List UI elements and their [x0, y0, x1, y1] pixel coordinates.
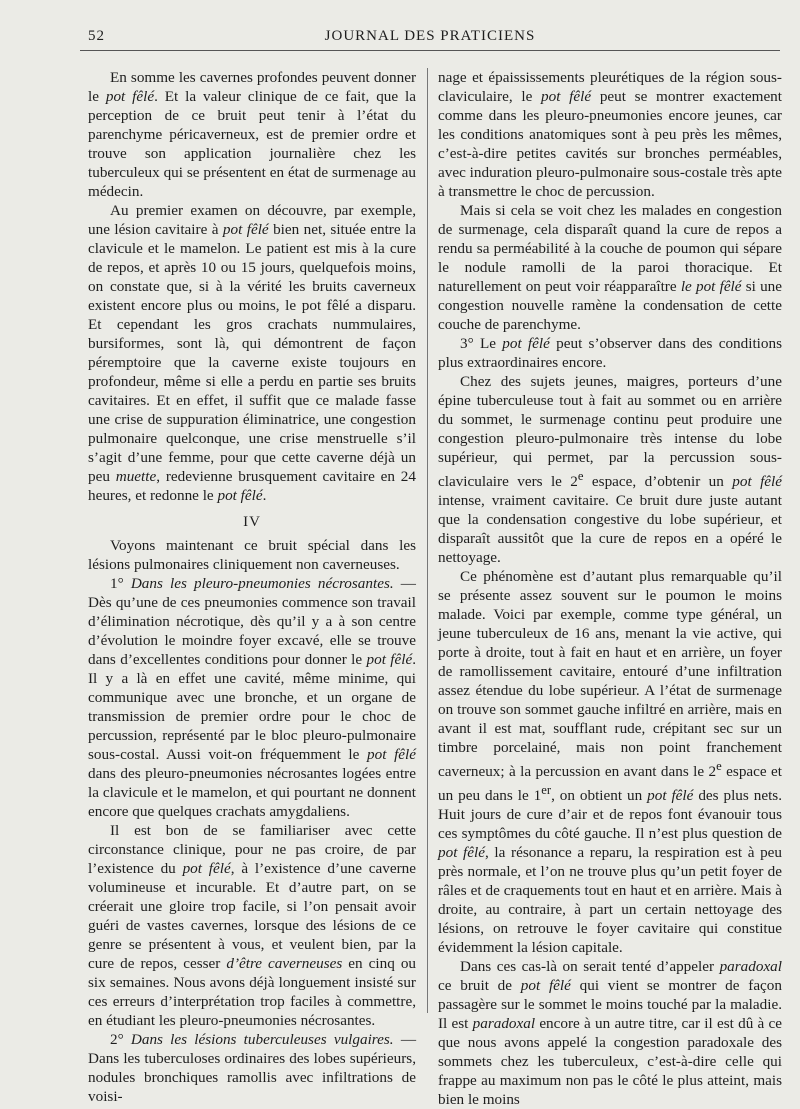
text-run: peut se montrer exactement comme dans les pleuro-pneumonies encore jeunes, car les conditions anatomiques sont à peu près les mêmes, c’est-à-dire petites cavités sur bronches perméables, avec induration pleuro-pulmonaire sous-costale très apte à transmettre le choc de percussion. — [438, 88, 782, 200]
italic-run: pot fêlé — [502, 335, 550, 352]
text-run: Mais si cela se voit chez les malades en congestion de surmenage, cela disparaît quand la cure de repos a rendu sa perméabilité à la couche de poumon qui sépare le nodule ramolli de la paroi thoracique. Et naturellement on peut voir réapparaître — [438, 202, 782, 295]
italic-run: paradoxal — [472, 1015, 536, 1033]
italic-run: pot fêlé — [732, 473, 783, 491]
text-run: Il est bon de se familiariser avec cette circonstance clinique, pour ne pas croire, de par l’existence du — [88, 822, 416, 877]
paragraph — [88, 1030, 416, 1106]
text-run: qui vient se montrer de façon passagère sur le sommet le moins touché par la maladie. Il est — [438, 977, 782, 1033]
superscript-run: er — [541, 783, 552, 798]
text-run: . Et la valeur clinique de ce fait, que la perception de ce bruit peut tenir à l’état du parenchyme péricaverneux, est de premier ordre et trouve son application journalière chez les tuberculeux qui se présentent en état de surmenage au médecin. — [88, 88, 416, 200]
text-run: si une congestion nouvelle ramène la condensation de cette couche de parenchyme. — [438, 278, 782, 333]
paragraph — [88, 68, 416, 201]
italic-run: pot fêlé — [367, 746, 416, 763]
text-run: En somme les cavernes profondes peuvent donner le — [88, 69, 416, 105]
paragraph — [438, 68, 782, 201]
text-run: Chez des sujets jeunes, maigres, porteurs d’une épine tuberculeuse tout à fait au sommet ou en arrière du sommet, le surmenage continu peut produire une congestion pleuro-pulmonaire très intense du lobe supérieur, qui permet, par la percussion sous-claviculaire vers le 2 — [438, 373, 782, 491]
page-number: 52 — [88, 28, 105, 44]
text-run: des plus nets. Huit jours de cure d’air et de repos font évanouir tous ces symptômes du côté gauche. Il n’est plus question de — [438, 787, 782, 843]
text-run: encore à un autre titre, car il est dû à ce que nous avons appelé la congestion paradoxale des sommets chez les tuberculeux, c’est-à-dire celle qui frappe au maximum non pas le côté le plus atteint, mais bien le moins — [438, 1015, 782, 1109]
superscript-run: e — [716, 759, 722, 774]
text-run: , à l’existence d’une caverne volumineuse et incurable. Et d’autre part, on se créerait une gloire trop facile, si l’on pensait avoir guéri de vastes cavernes, lorsque des lésions de ce genre se présentent à vous, et veulent bien, par la cure de repos, cesser — [88, 860, 417, 972]
text-run: 1° — [110, 575, 131, 592]
italic-run: Dans les pleuro-pneumonies nécrosantes. — [130, 575, 394, 592]
text-run: dans des pleuro-pneumonies nécrosantes logées entre la clavicule et le mamelon, et qui pourtant ne donnent encore que quelques crachats amygdaliens. — [88, 765, 416, 820]
text-run: Au premier examen on découvre, par exemple, une lésion cavitaire à — [88, 202, 416, 238]
italic-run: pot fêlé — [222, 221, 269, 238]
italic-run: pot fêlé — [105, 88, 155, 105]
text-run: 3° Le — [460, 335, 503, 352]
paragraph — [88, 821, 416, 1030]
italic-run: paradoxal — [719, 958, 782, 976]
paragraph — [438, 334, 782, 372]
italic-run: muette — [115, 468, 157, 485]
italic-run: pot fêlé — [541, 88, 592, 105]
column-divider — [427, 68, 428, 1013]
italic-run: pot fêlé — [438, 844, 485, 862]
text-run: 2° — [110, 1031, 131, 1048]
text-run: . — [262, 487, 267, 504]
text-run: en cinq ou six semaines. Nous avons déjà longuement insisté sur ces erreurs d’interprétation trop faciles à commettre, en étudiant les pleuro-pneumonies nécrosantes. — [88, 955, 417, 1029]
text-run: espace et un peu dans le 1 — [438, 763, 783, 805]
text-run: — Dès qu’une de ces pneumonies commence son travail d’élimination nécrotique, dès qu’il y a à son centre d’évolution le moindre foyer excavé, elle se trouve dans d’excellentes conditions pour donner le — [88, 575, 416, 668]
text-run: Voyons maintenant ce bruit spécial dans les lésions pulmonaires cliniquement non caverneuses. — [88, 537, 416, 573]
italic-run: le pot fêlé — [680, 278, 742, 295]
superscript-run: e — [577, 469, 584, 483]
italic-run: pot fêlé — [520, 977, 571, 995]
paragraph — [438, 372, 782, 567]
paragraph — [88, 574, 416, 821]
right-column — [438, 68, 782, 1109]
text-run: , redevienne brusquement cavitaire en 24 heures, et redonne le — [88, 468, 416, 504]
text-run: espace, d’obtenir un — [583, 473, 733, 491]
text-run: ce bruit de — [438, 977, 521, 995]
text-run: intense, vraiment cavitaire. Ce bruit dure juste autant que la condensation congestive du lobe supérieur, et disparaît aussitôt que la cure de repos en a opéré le nettoyage. — [438, 492, 782, 567]
paragraph — [438, 567, 782, 957]
text-run: . Il y a là en effet une cavité, même minime, qui communique avec une bronche, et un organe de transmission de premier ordre pour le choc de percussion, représenté par le bloc pleuro-pulmonaire sous-costal. Aussi voit-on fréquemment le — [88, 651, 417, 763]
running-header — [80, 28, 780, 51]
italic-run: pot fêlé — [647, 787, 694, 805]
section-heading: IV — [243, 514, 261, 530]
paragraph — [88, 536, 416, 574]
journal-title: JOURNAL DES PRATICIENS — [324, 28, 536, 44]
text-run: Ce phénomène est d’autant plus remarquable qu’il se présente assez souvent sur le poumon le moins malade. Voici par exemple, comme type général, un jeune tuberculeux de 16 ans, menant la vie active, qui porte à droite, tout à fait en haut et en arrière, un foyer de ramollissement cavitaire, entouré d’une infiltration assez étendue du lobe supérieur. A l’état de surmenage on trouve son sommet gauche infiltré en arrière, mais en avant il est mat, soufflant rude, crépitant sec sur un timbre porcelainé, mais non point franchement caverneux; à la percussion en avant dans le 2 — [438, 568, 782, 781]
text-run: Dans ces cas-là on serait tenté d’appeler — [460, 958, 720, 976]
italic-run: pot fêlé — [217, 487, 263, 504]
text-run: peut s’observer dans des conditions plus extraordinaires encore. — [438, 335, 783, 371]
italic-run: Dans les lésions tuberculeuses vulgaires. — [130, 1031, 394, 1048]
text-run: bien net, située entre la clavicule et le mamelon. Le patient est mis à la cure de repos, et après 10 ou 15 jours, quelquefois moins, on constate que, si à la vérité les bruits caverneux existent encore plus ou moins, le pot fêlé a disparu. Et cependant les gros crachats nummulaires, bursiformes, sont là, qui démontrent de façon péremptoire que la caverne existe toujours en profondeur, même si elle a perdu en partie ses bruits cavitaires. Et en effet, il suffit que ce malade fasse une crise de suppuration éliminatrice, une congestion pulmonaire quelconque, une crise menstruelle s’il s’agit d’une femme, pour que cette caverne déjà un peu — [88, 221, 416, 485]
text-run: — Dans les tuberculoses ordinaires des lobes supérieurs, nodules bronchiques ramollis avec infiltrations de voisi- — [88, 1031, 416, 1105]
paragraph — [88, 201, 416, 505]
italic-run: d’être caverneuses — [226, 955, 343, 972]
italic-run: pot fêlé — [182, 860, 231, 877]
italic-run: pot fêlé — [366, 651, 413, 668]
text-run: , la résonance a reparu, la respiration est à peu près normale, et l’on ne trouve plus qu’un petit foyer de râles et de craquements tout en haut et en arrière. Mais à droite, au contraire, à part un certain nettoyage des lésions, on retrouve le foyer cavitaire qui constitue évidemment la lésion capitale. — [438, 844, 783, 957]
left-column — [88, 68, 416, 1106]
text-run: nage et épaississements pleurétiques de la région sous-claviculaire, le — [438, 69, 782, 105]
paragraph — [438, 957, 782, 1109]
text-run: , on obtient un — [551, 787, 648, 805]
paragraph — [438, 201, 782, 334]
